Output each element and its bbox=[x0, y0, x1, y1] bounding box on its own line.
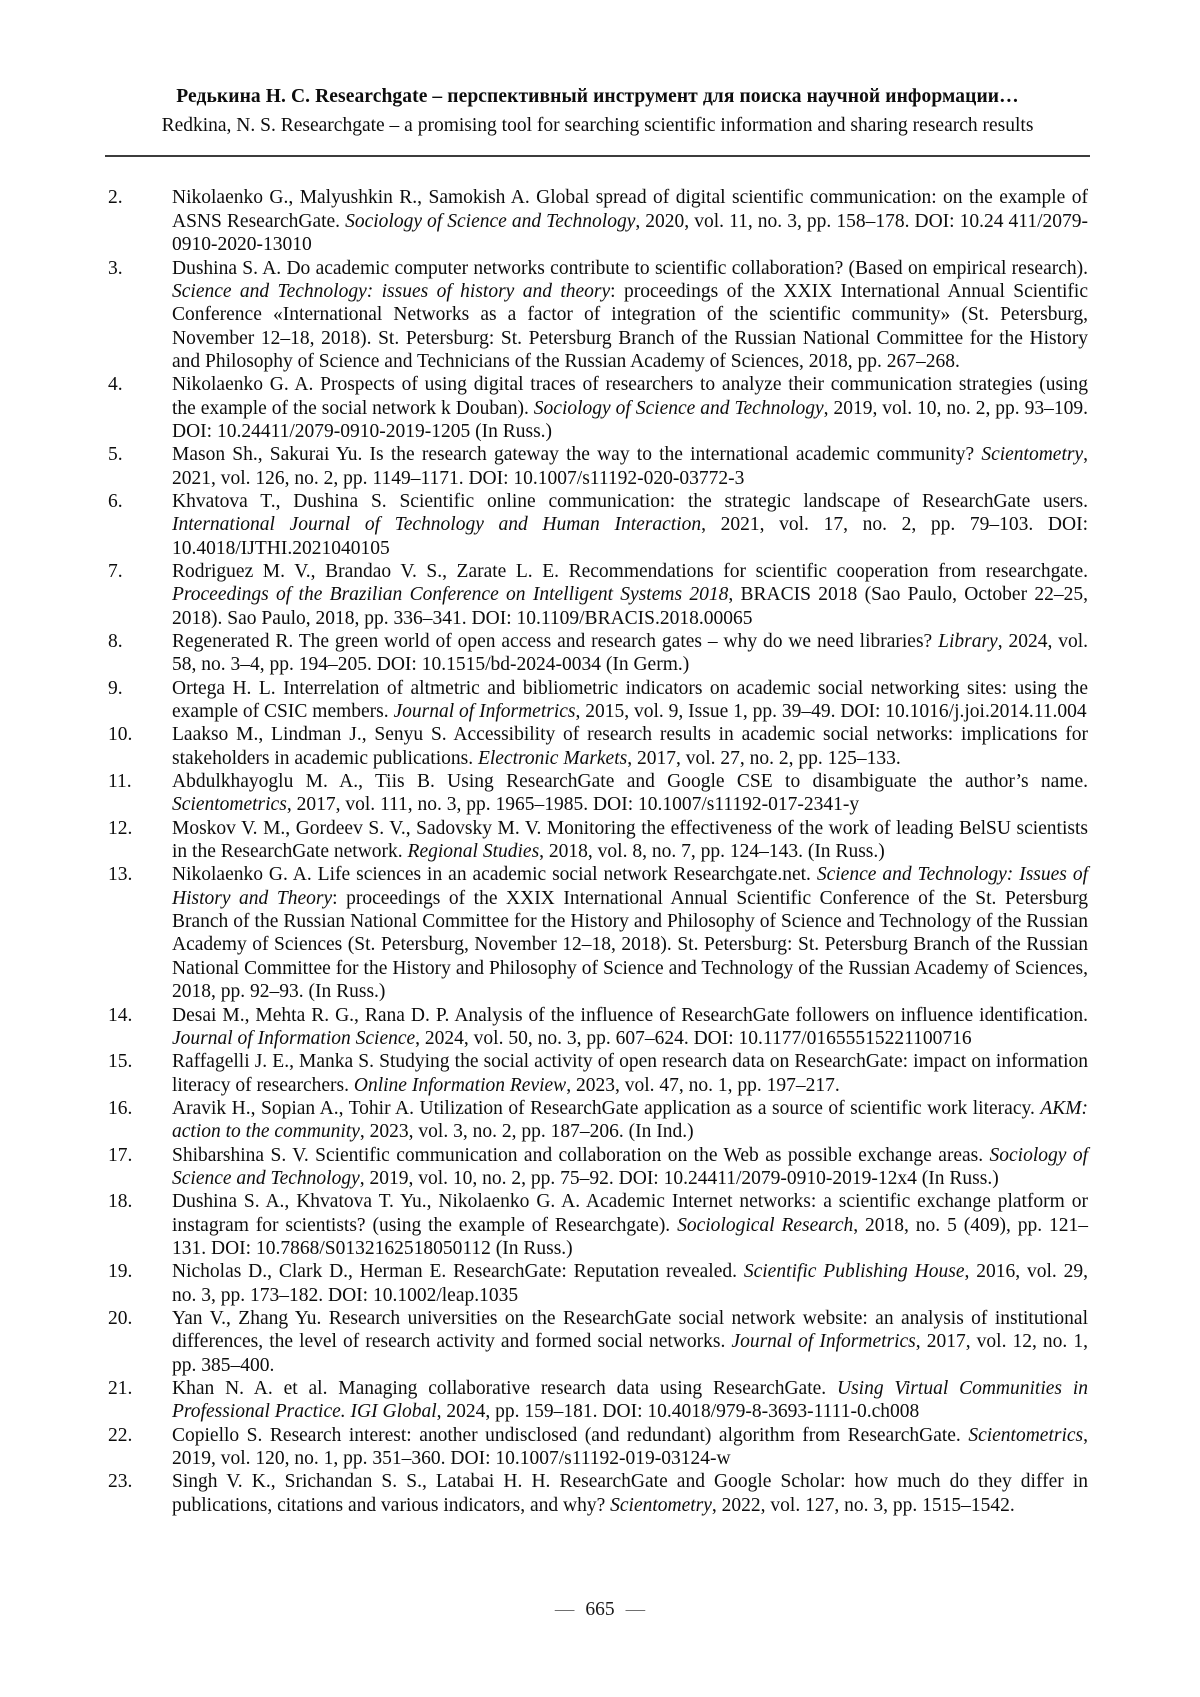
reference-number: 10. bbox=[108, 724, 133, 746]
reference-item bbox=[105, 443, 1088, 490]
reference-number: 16. bbox=[108, 1097, 133, 1119]
reference-list bbox=[105, 186, 1088, 1517]
reference-item bbox=[105, 1190, 1088, 1260]
reference-item bbox=[105, 677, 1088, 724]
reference-item bbox=[105, 373, 1088, 443]
reference-number: 13. bbox=[108, 864, 133, 886]
reference-text: Rodriguez M. V., Brandao V. S., Zarate L. E. Recommendations for scientific cooperation from researchgate. Proceedings of the Brazilian Conference on Intelligent Systems 2018, BRACIS 2018 (Sao Paulo, October 22–25, 2018). Sao Paulo, 2018, pp. 336–341. DOI: 10.1109/BRACIS.2018.00065 bbox=[172, 560, 1089, 629]
reference-item bbox=[105, 1377, 1088, 1424]
reference-item bbox=[105, 1144, 1088, 1191]
reference-text: Raffagelli J. E., Manka S. Studying the social activity of open research data on ResearchGate: impact on information literacy of researchers. Online Information Review, 2023, vol. 47, no. 1, pp. 197–217. bbox=[172, 1051, 1088, 1096]
reference-text: Dushina S. A., Khvatova T. Yu., Nikolaenko G. A. Academic Internet networks: a scientific exchange platform or instagram for scientists? (using the example of Researchgate). Sociological Research, 2018, no. 5 (409), pp. 121–131. DOI: 10.7868/S0132162518050112 (In Russ.) bbox=[172, 1191, 1088, 1259]
reference-number: 19. bbox=[108, 1261, 133, 1283]
reference-item bbox=[105, 817, 1088, 864]
reference-item bbox=[105, 257, 1088, 374]
reference-number: 11. bbox=[108, 771, 132, 793]
page-footer bbox=[0, 1598, 1200, 1621]
reference-item bbox=[105, 1260, 1088, 1307]
reference-text: Aravik H., Sopian A., Tohir A. Utilization of ResearchGate application as a source of scientific work literacy. AKM: action to the community, 2023, vol. 3, no. 2, pp. 187–206. (In Ind.) bbox=[172, 1097, 1088, 1143]
reference-number: 7. bbox=[108, 560, 123, 582]
reference-number: 6. bbox=[108, 490, 123, 512]
running-title-english: Redkina, N. S. Researchgate – a promising tool for searching scientific information and sharing research results bbox=[161, 114, 1034, 136]
reference-number: 20. bbox=[108, 1307, 133, 1329]
page-header bbox=[105, 84, 1090, 157]
reference-item bbox=[105, 1424, 1088, 1471]
reference-text: Desai M., Mehta R. G., Rana D. P. Analysis of the influence of ResearchGate followers on influence identification. Journal of Information Science, 2024, vol. 50, no. 3, pp. 607–624. DOI: 10.1177/01655515221100716 bbox=[172, 1004, 1088, 1049]
footer-dash-right: — bbox=[625, 1599, 646, 1620]
reference-number: 14. bbox=[108, 1004, 133, 1026]
reference-number: 22. bbox=[108, 1424, 133, 1446]
reference-item bbox=[105, 490, 1088, 560]
page-number: 665 bbox=[585, 1599, 615, 1620]
footer-dash-left: — bbox=[554, 1599, 575, 1620]
reference-item bbox=[105, 560, 1088, 630]
reference-text: Copiello S. Research interest: another undisclosed (and redundant) algorithm from ResearchGate. Scientometrics, 2019, vol. 120, no. 1, pp. 351–360. DOI: 10.1007/s11192-019-03124-w bbox=[172, 1424, 1088, 1470]
reference-item bbox=[105, 186, 1088, 256]
reference-text: Regenerated R. The green world of open access and research gates – why do we need libraries? Library, 2024, vol. 58, no. 3–4, pp. 194–205. DOI: 10.1515/bd-2024-0034 (In Germ.) bbox=[172, 631, 1089, 676]
header-rule bbox=[105, 155, 1090, 157]
reference-item bbox=[105, 1470, 1088, 1517]
reference-number: 15. bbox=[108, 1051, 133, 1073]
running-title-russian: Редькина Н. С. Researchgate – перспективный инструмент для поиска научной информации… bbox=[176, 86, 1019, 107]
reference-text: Dushina S. A. Do academic computer networks contribute to scientific collaboration? (Based on empirical research). Science and Technology: issues of history and theory: proceedings of the XXIX International Annual Scientific Conference «International Networks as a factor of integration of the scientific community» (St. Petersburg, November 12–18, 2018). St. Petersburg: St. Petersburg Branch of the Russian National Committee for the History and Philosophy of Science and Technicians of the Russian Academy of Sciences, 2018, pp. 267–268. bbox=[172, 257, 1088, 372]
reference-text: Laakso M., Lindman J., Senyu S. Accessibility of research results in academic social networks: implications for stakeholders in academic publications. Electronic Markets, 2017, vol. 27, no. 2, pp. 125–133. bbox=[172, 724, 1088, 769]
reference-text: Khan N. A. et al. Managing collaborative research data using ResearchGate. Using Virtual Communities in Professional Practice. IGI Global, 2024, pp. 159–181. DOI: 10.4018/979-8-3693-1111-0.ch008 bbox=[172, 1378, 1088, 1423]
reference-text: Nikolaenko G., Malyushkin R., Samokish A. Global spread of digital scientific communication: on the example of ASNS ResearchGate. Sociology of Science and Technology, 2020, vol. 11, no. 3, pp. 158–178. DOI: 10.24 411/2079-0910-2020-13010 bbox=[172, 187, 1088, 256]
reference-text: Khvatova T., Dushina S. Scientific online communication: the strategic landscape of ResearchGate users. International Journal of Technology and Human Interaction, 2021, vol. 17, no. 2, pp. 79–103. DOI: 10.4018/IJTHI.2021040105 bbox=[172, 490, 1088, 559]
reference-text: Nikolaenko G. A. Prospects of using digital traces of researchers to analyze their communication strategies (using the example of the social network k Douban). Sociology of Science and Technology, 2019, vol. 10, no. 2, pp. 93–109. DOI: 10.24411/2079-0910-2019-1205 (In Russ.) bbox=[172, 374, 1088, 442]
reference-text: Yan V., Zhang Yu. Research universities on the ResearchGate social network website: an analysis of institutional differences, the level of research activity and formed social networks. Journal of Informetrics, 2017, vol. 12, no. 1, pp. 385–400. bbox=[172, 1307, 1088, 1376]
reference-text: Mason Sh., Sakurai Yu. Is the research gateway the way to the international academic community? Scientometry, 2021, vol. 126, no. 2, pp. 1149–1171. DOI: 10.1007/s11192-020-03772-3 bbox=[172, 444, 1088, 489]
reference-number: 9. bbox=[108, 677, 123, 699]
reference-text: Shibarshina S. V. Scientific communication and collaboration on the Web as possible exchange areas. Sociology of Science and Technology, 2019, vol. 10, no. 2, pp. 75–92. DOI: 10.24411/2079-0910-2019-12x4 (In Russ.) bbox=[172, 1144, 1088, 1189]
reference-text: Moskov V. M., Gordeev S. V., Sadovsky M. V. Monitoring the effectiveness of the work of leading BelSU scientists in the ResearchGate network. Regional Studies, 2018, vol. 8, no. 7, pp. 124–143. (In Russ.) bbox=[172, 817, 1088, 863]
reference-number: 21. bbox=[108, 1378, 133, 1399]
reference-text: Nicholas D., Clark D., Herman E. ResearchGate: Reputation revealed. Scientific Publishing House, 2016, vol. 29, no. 3, pp. 173–182. DOI: 10.1002/leap.1035 bbox=[172, 1261, 1089, 1306]
reference-number: 18. bbox=[108, 1191, 133, 1213]
reference-text: Nikolaenko G. A. Life sciences in an academic social network Researchgate.net. Science and Technology: Issues of History and Theory: proceedings of the XXIX International Annual Scientific Conference of the St. Petersburg Branch of the Russian National Committee for the History and Philosophy of Science and Technology of the Russian Academy of Sciences (St. Petersburg, November 12–18, 2018). St. Petersburg: St. Petersburg Branch of the Russian National Committee for the History and Philosophy of Science and Technology of the Russian Academy of Sciences, 2018, pp. 92–93. (In Russ.) bbox=[172, 864, 1088, 1003]
reference-item bbox=[105, 1050, 1088, 1097]
reference-number: 8. bbox=[108, 631, 123, 652]
reference-item bbox=[105, 1307, 1088, 1377]
reference-number: 4. bbox=[108, 374, 123, 396]
reference-text: Abdulkhayoglu M. A., Tiis B. Using ResearchGate and Google CSE to disambiguate the author’s name. Scientometrics, 2017, vol. 111, no. 3, pp. 1965–1985. DOI: 10.1007/s11192-017-2341-y bbox=[172, 771, 1088, 816]
reference-number: 5. bbox=[108, 444, 123, 466]
reference-item bbox=[105, 770, 1088, 817]
reference-number: 23. bbox=[108, 1471, 133, 1493]
reference-number: 3. bbox=[108, 257, 123, 279]
reference-number: 17. bbox=[108, 1144, 133, 1166]
reference-number: 2. bbox=[108, 187, 123, 209]
reference-item bbox=[105, 723, 1088, 770]
reference-item bbox=[105, 1097, 1088, 1144]
reference-item bbox=[105, 630, 1088, 677]
reference-text: Singh V. K., Srichandan S. S., Latabai H. H. ResearchGate and Google Scholar: how much do they differ in publications, citations and various indicators, and why? Scientometry, 2022, vol. 127, no. 3, pp. 1515–1542. bbox=[172, 1471, 1088, 1516]
reference-item bbox=[105, 1004, 1088, 1051]
reference-item bbox=[105, 863, 1088, 1003]
reference-number: 12. bbox=[108, 817, 133, 839]
reference-text: Ortega H. L. Interrelation of altmetric and bibliometric indicators on academic social networking sites: using the example of CSIC members. Journal of Informetrics, 2015, vol. 9, Issue 1, pp. 39–49. DOI: 10.1016/j.joi.2014.11.004 bbox=[172, 677, 1088, 723]
